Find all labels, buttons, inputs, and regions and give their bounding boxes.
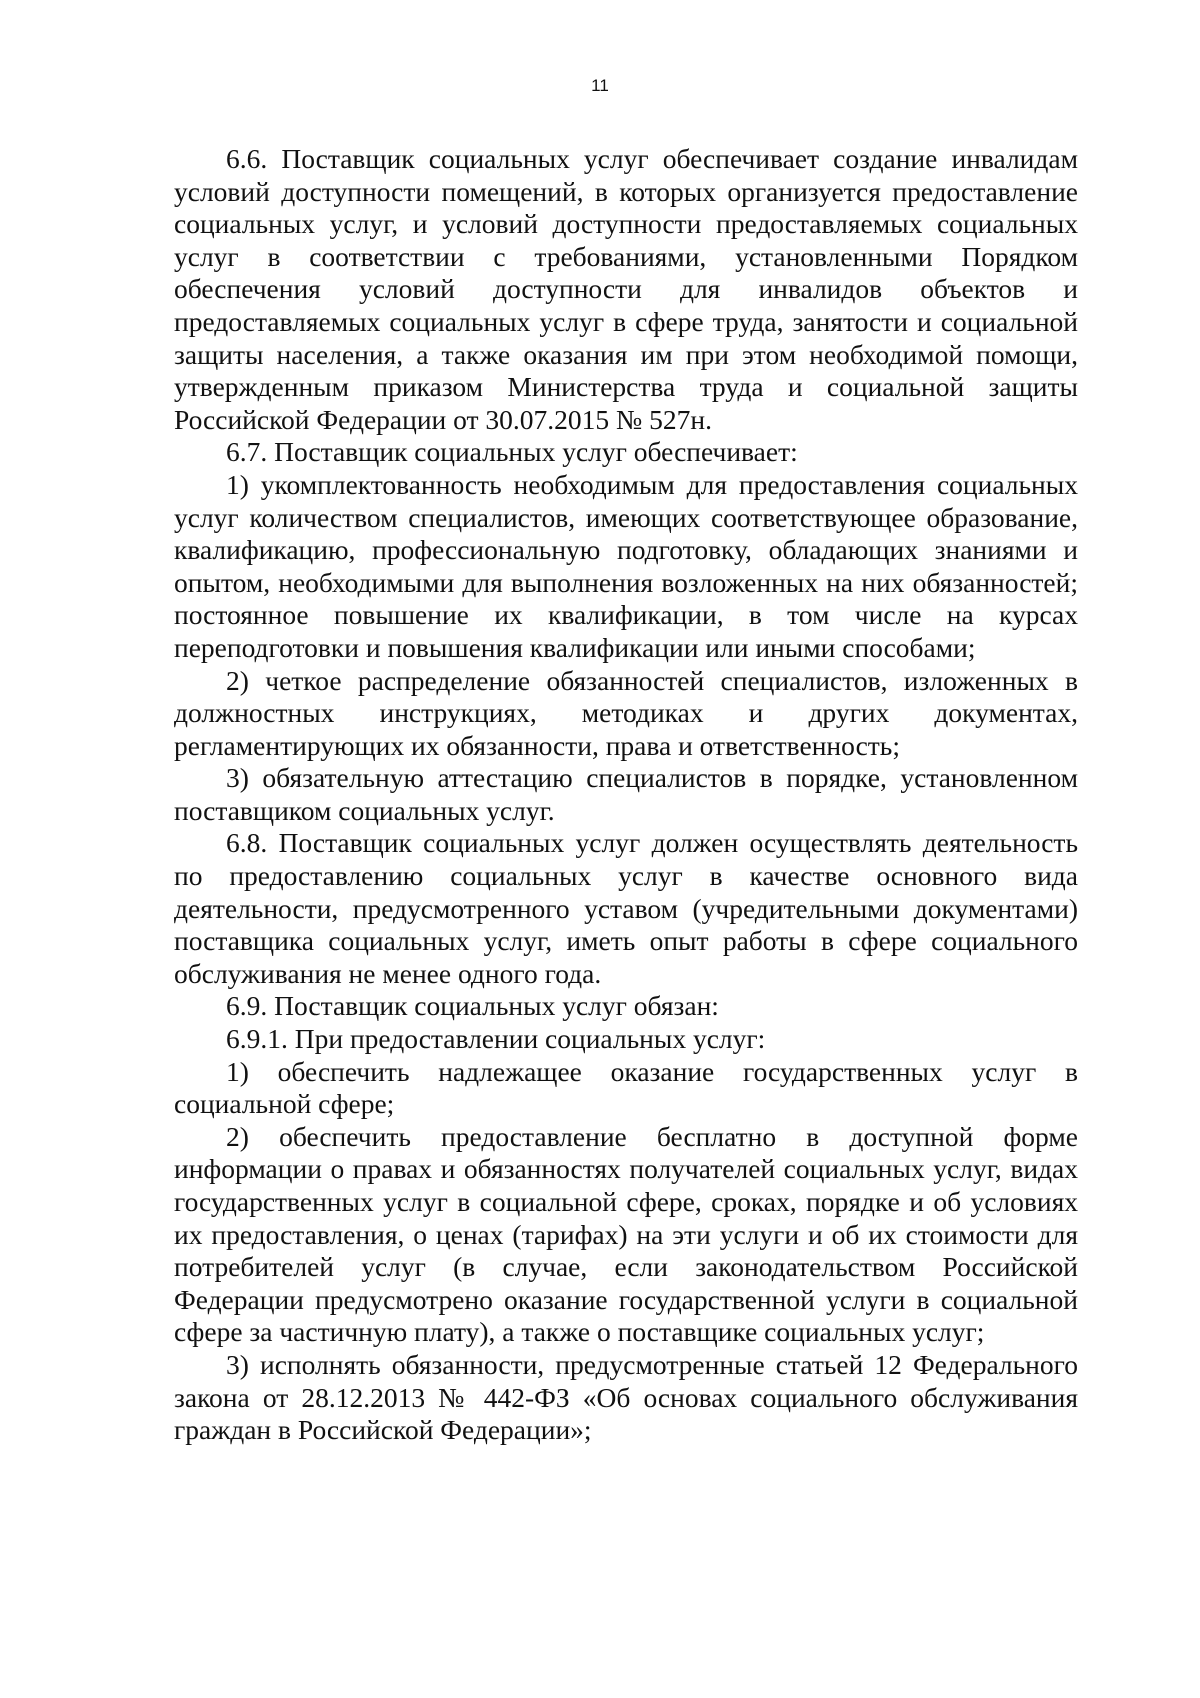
- paragraph-6-7-item-1: 1) укомплектованность необходимым для предоставления социальных услуг количеством специалистов, имеющих соответствующее образование, квалификацию, профессиональную подготовку, обладающих знаниями и опытом, необходимыми для выполнения возложенных на них обязанностей; постоянное повышение их квалификации, в том числе на курсах переподготовки и повышения квалификации или иными способами;: [174, 468, 1078, 663]
- paragraph-6-6: 6.6. Поставщик социальных услуг обеспечивает создание инвалидам условий доступности помещений, в которых организуется предоставление социальных услуг, и условий доступности предоставляемых социальных услуг в соответствии с требованиями, установленными Порядком обеспечения условий доступности для инвалидов объектов и предоставляемых социальных услуг в сфере труда, занятости и социальной защиты населения, а также оказания им при этом необходимой помощи, утвержденным приказом Министерства труда и социальной защиты Российской Федерации от 30.07.2015 № 527н.: [174, 143, 1078, 435]
- paragraph-6-8: 6.8. Поставщик социальных услуг должен осуществлять деятельность по предоставлению социальных услуг в качестве основного вида деятельности, предусмотренного уставом (учредительными документами) поставщика социальных услуг, иметь опыт работы в сфере социального обслуживания не менее одного года.: [174, 827, 1078, 989]
- paragraph-6-9-1: 6.9.1. При предоставлении социальных услуг:: [226, 1023, 766, 1055]
- document-body: [174, 143, 1078, 1447]
- paragraph-6-7-item-2: 2) четкое распределение обязанностей специалистов, изложенных в должностных инструкциях, методиках и других документах, регламентирующих их обязанности, права и ответственность;: [174, 664, 1078, 761]
- paragraph-6-9: 6.9. Поставщик социальных услуг обязан:: [226, 990, 719, 1022]
- paragraph-6-7: 6.7. Поставщик социальных услуг обеспечивает:: [226, 436, 798, 468]
- page-number: 11: [591, 76, 609, 95]
- paragraph-6-9-1-item-3: 3) исполнять обязанности, предусмотренные статьей 12 Федерального закона от 28.12.2013 № 442-ФЗ «Об основах социального обслуживания граждан в Российской Федерации»;: [174, 1348, 1078, 1446]
- paragraph-6-9-1-item-1: 1) обеспечить надлежащее оказание государственных услуг в социальной сфере;: [174, 1055, 1078, 1120]
- paragraph-6-9-1-item-2: 2) обеспечить предоставление бесплатно в доступной форме информации о правах и обязанностях получателей социальных услуг, видах государственных услуг в социальной сфере, сроках, порядке и об условиях их предоставления, о ценах (тарифах) на эти услуги и об их стоимости для потребителей услуг (в случае, если законодательством Российской Федерации предусмотрено оказание государственной услуги в социальной сфере за частичную плату), а также о поставщике социальных услуг;: [174, 1120, 1078, 1348]
- paragraph-6-7-item-3: 3) обязательную аттестацию специалистов в порядке, установленном поставщиком социальных услуг.: [174, 762, 1078, 826]
